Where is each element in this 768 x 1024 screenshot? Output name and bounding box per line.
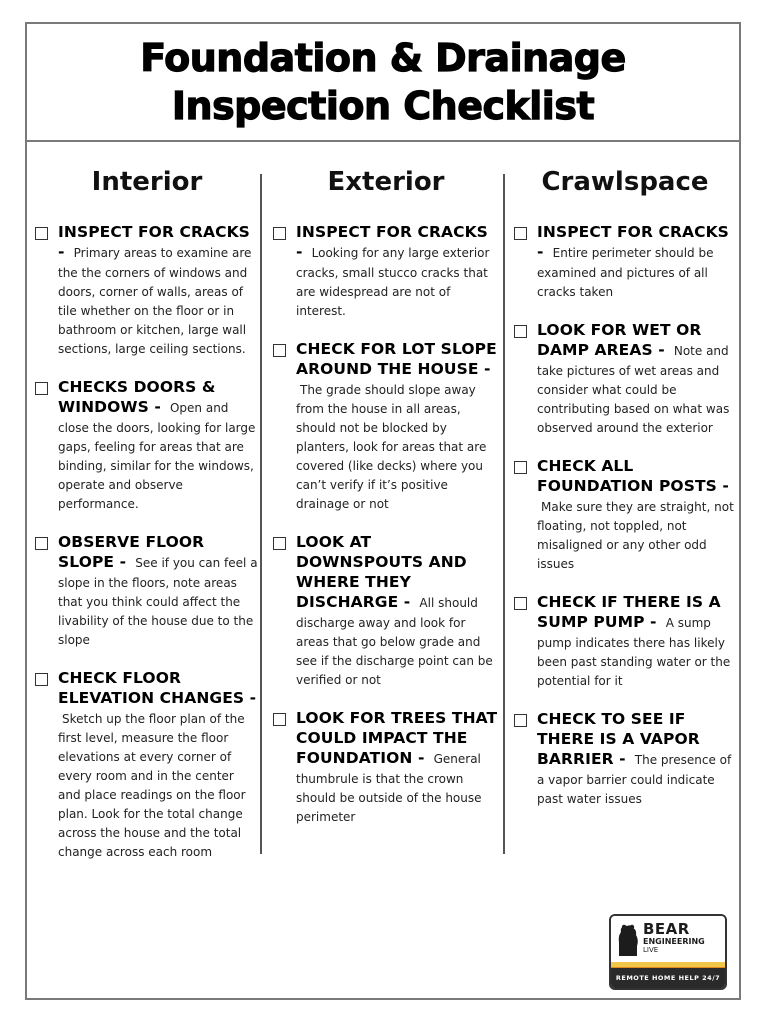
item-description: The grade should slope away from the house in all areas, should not be blocked by planters, look for areas that are covered (like decks) where you can’t verify if it’s positive drainage or not [296, 383, 487, 511]
checkbox[interactable] [35, 227, 48, 240]
checkbox[interactable] [514, 227, 527, 240]
item-title: CHECK IF THERE IS A SUMP PUMP - [537, 593, 721, 631]
checklist-item [35, 377, 259, 512]
checklist-item [35, 222, 259, 357]
checkbox[interactable] [273, 713, 286, 726]
column-heading: Exterior [327, 167, 445, 197]
checklist-item [273, 532, 499, 688]
checklist-item [514, 709, 736, 807]
checklist-item [514, 592, 736, 689]
column-heading: Interior [91, 167, 203, 197]
checkbox[interactable] [514, 325, 527, 338]
checklist-item [273, 708, 499, 825]
item-title: CHECKS DOORS & WINDOWS - [58, 378, 216, 416]
item-title: CHECK FOR LOT SLOPE AROUND THE HOUSE - [296, 340, 497, 378]
item-title: CHECK FLOOR ELEVATION CHANGES - [58, 669, 257, 707]
checklist-item [514, 456, 736, 572]
item-description: All should discharge away and look for areas that go below grade and see if the discharge point can be verified or not [296, 596, 493, 687]
checklist-item [35, 532, 259, 648]
checklist-item [514, 320, 736, 436]
item-title: INSPECT FOR CRACKS - [537, 223, 729, 261]
checkbox[interactable] [35, 673, 48, 686]
page-title [140, 34, 626, 130]
item-title: CHECK ALL FOUNDATION POSTS - [537, 457, 729, 495]
item-description: Note and take pictures of wet areas and consider what could be contributing based on what was observed around the exterior [537, 344, 730, 435]
item-description: See if you can feel a slope in the floors, note areas that you think could affect the livability of the house due to the slope [58, 556, 258, 647]
item-description: Primary areas to examine are the the corners of windows and doors, corner of walls, areas of tile whether on the floor or in bathroom or kitchen, large wall sections, large ceiling sections. [58, 246, 252, 356]
checkbox[interactable] [35, 537, 48, 550]
checklist-item [273, 222, 499, 319]
checklist-frame [25, 22, 741, 1000]
item-description: Looking for any large exterior cracks, small stucco cracks that are widespread are not of interest. [296, 246, 490, 318]
logo-line-3: LIVE [643, 946, 659, 954]
item-title: INSPECT FOR CRACKS - [296, 223, 488, 261]
checklist-item [35, 668, 259, 860]
item-description: The presence of a vapor barrier could indicate past water issues [537, 753, 732, 806]
title-area [27, 24, 739, 142]
item-title: OBSERVE FLOOR SLOPE - [58, 533, 205, 571]
checkbox[interactable] [514, 597, 527, 610]
item-description: General thumbrule is that the crown should be outside of the house perimeter [296, 752, 482, 824]
checklist-item [514, 222, 736, 300]
checkbox[interactable] [514, 714, 527, 727]
logo-line-1: BEAR [643, 920, 690, 938]
item-description: Open and close the doors, looking for large gaps, feeling for areas that are binding, similar for the windows, operate and observe performance. [58, 401, 256, 511]
checkbox[interactable] [273, 344, 286, 357]
column-heading: Crawlspace [541, 167, 709, 197]
item-description: Entire perimeter should be examined and pictures of all cracks taken [537, 246, 714, 299]
checkbox[interactable] [514, 461, 527, 474]
item-title: LOOK FOR WET OR DAMP AREAS - [537, 321, 702, 359]
column-interior [35, 164, 259, 880]
item-description: Make sure they are straight, not floating, not toppled, not misaligned or any other odd issues [537, 500, 734, 571]
column-divider [260, 174, 262, 854]
item-title: LOOK AT DOWNSPOUTS AND WHERE THEY DISCHARGE - [296, 533, 467, 611]
checkbox[interactable] [273, 537, 286, 550]
checkbox[interactable] [273, 227, 286, 240]
item-title: INSPECT FOR CRACKS - [58, 223, 250, 261]
bear-engineering-logo [609, 914, 727, 990]
logo-tagline: REMOTE HOME HELP 24/7 [611, 968, 725, 988]
title-line-2: Inspection Checklist [171, 84, 595, 128]
checklist-item [273, 339, 499, 512]
title-line-1: Foundation & Drainage [140, 36, 626, 80]
item-description: A sump pump indicates there has likely been past standing water or the potential for it [537, 616, 731, 688]
column-exterior [273, 164, 499, 845]
checkbox[interactable] [35, 382, 48, 395]
bear-icon [615, 922, 641, 956]
column-divider [503, 174, 505, 854]
item-title: CHECK TO SEE IF THERE IS A VAPOR BARRIER - [537, 710, 700, 768]
item-description: Sketch up the floor plan of the first level, measure the floor elevations at every corner of every room and in the center and place readings on the floor plan. Look for the total change across the house and the total change across each room [58, 712, 246, 859]
item-title: LOOK FOR TREES THAT COULD IMPACT THE FOUNDATION - [296, 709, 498, 767]
column-crawlspace [514, 164, 736, 827]
logo-line-2: ENGINEERING [643, 937, 705, 946]
